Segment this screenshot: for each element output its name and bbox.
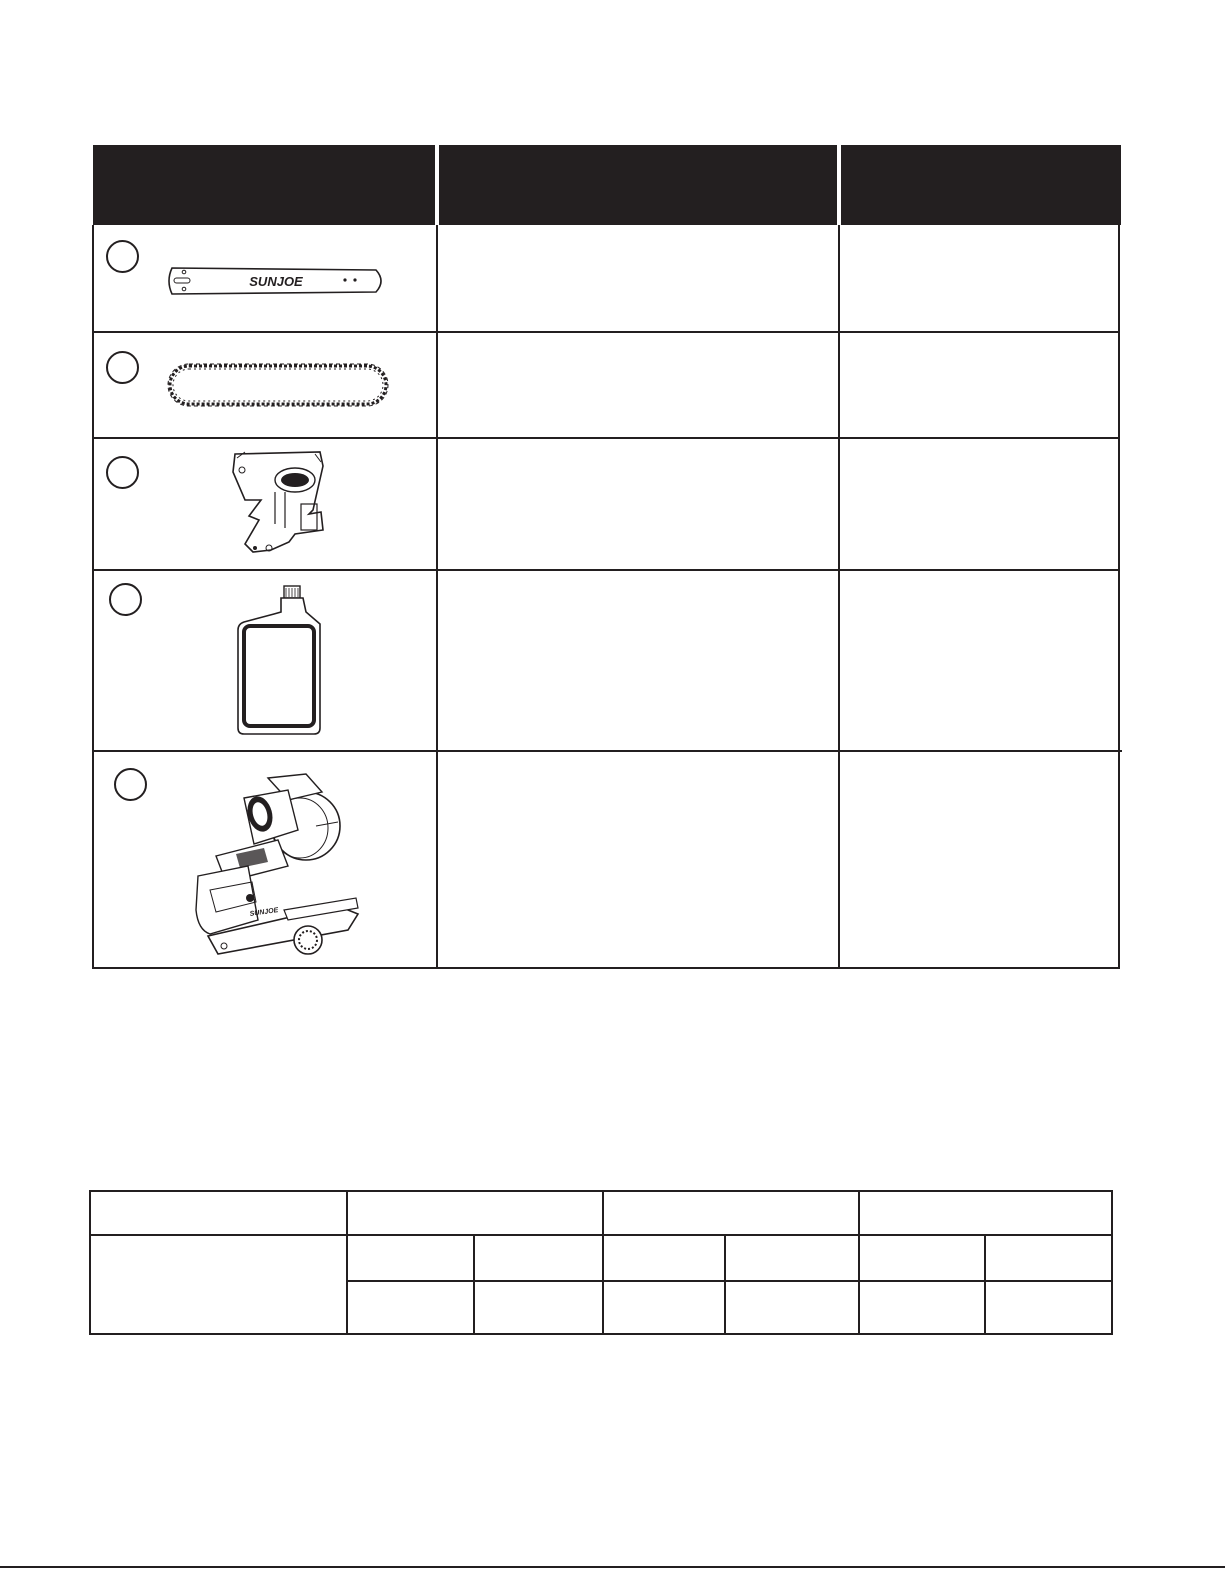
spec-cell (725, 1235, 859, 1281)
item-number-circle (106, 240, 139, 273)
header-cell-description (439, 145, 837, 225)
description-cell (440, 233, 836, 329)
row-divider (93, 750, 1122, 752)
spec-header-cell (859, 1191, 1112, 1235)
spec-cell (347, 1235, 474, 1281)
spec-header-cell (90, 1191, 347, 1235)
description-cell (440, 339, 836, 435)
model-cell (842, 339, 1116, 435)
spec-cell (985, 1235, 1112, 1281)
item-number-circle (114, 768, 147, 801)
footer-rule (0, 1566, 1225, 1568)
spec-table (89, 1190, 1113, 1335)
row-divider (93, 437, 1120, 439)
description-cell (440, 445, 836, 567)
sharpener-brand: SUNJOE (249, 907, 279, 918)
spec-cell (474, 1235, 603, 1281)
spec-header-cell (347, 1191, 603, 1235)
spec-header-cell (603, 1191, 859, 1235)
guide-bar-icon (164, 264, 390, 298)
guide-bar-brand: SUNJOE (249, 274, 303, 289)
description-cell (440, 577, 836, 748)
spec-cell (985, 1281, 1112, 1334)
spec-cell (859, 1281, 985, 1334)
model-cell (842, 758, 1116, 965)
chain-sharpener-icon (188, 770, 364, 960)
item-number-circle (106, 456, 139, 489)
table-divider (838, 225, 840, 969)
row-divider (93, 331, 1120, 333)
bar-chain-cover-icon (225, 448, 331, 560)
spec-cell (347, 1281, 474, 1334)
oil-bottle-icon (234, 584, 326, 736)
header-cell-model (841, 145, 1121, 225)
spec-sub-row (90, 1235, 1112, 1281)
item-number-circle (106, 351, 139, 384)
table-border-left (92, 225, 94, 969)
row-divider (93, 569, 1120, 571)
spec-cell (859, 1235, 985, 1281)
table-border-right (1118, 225, 1120, 969)
description-cell (440, 758, 836, 965)
table-border-bottom (92, 967, 1120, 969)
spec-header-row (90, 1191, 1112, 1235)
spec-cell (603, 1235, 725, 1281)
spec-cell (725, 1281, 859, 1334)
table-divider (436, 225, 438, 969)
spec-row-label (90, 1235, 347, 1334)
spec-cell (474, 1281, 603, 1334)
saw-chain-icon (166, 361, 390, 409)
item-number-circle (109, 583, 142, 616)
model-cell (842, 577, 1116, 748)
header-cell-item (93, 145, 435, 225)
spec-cell (603, 1281, 725, 1334)
model-cell (842, 445, 1116, 567)
model-cell (842, 233, 1116, 329)
